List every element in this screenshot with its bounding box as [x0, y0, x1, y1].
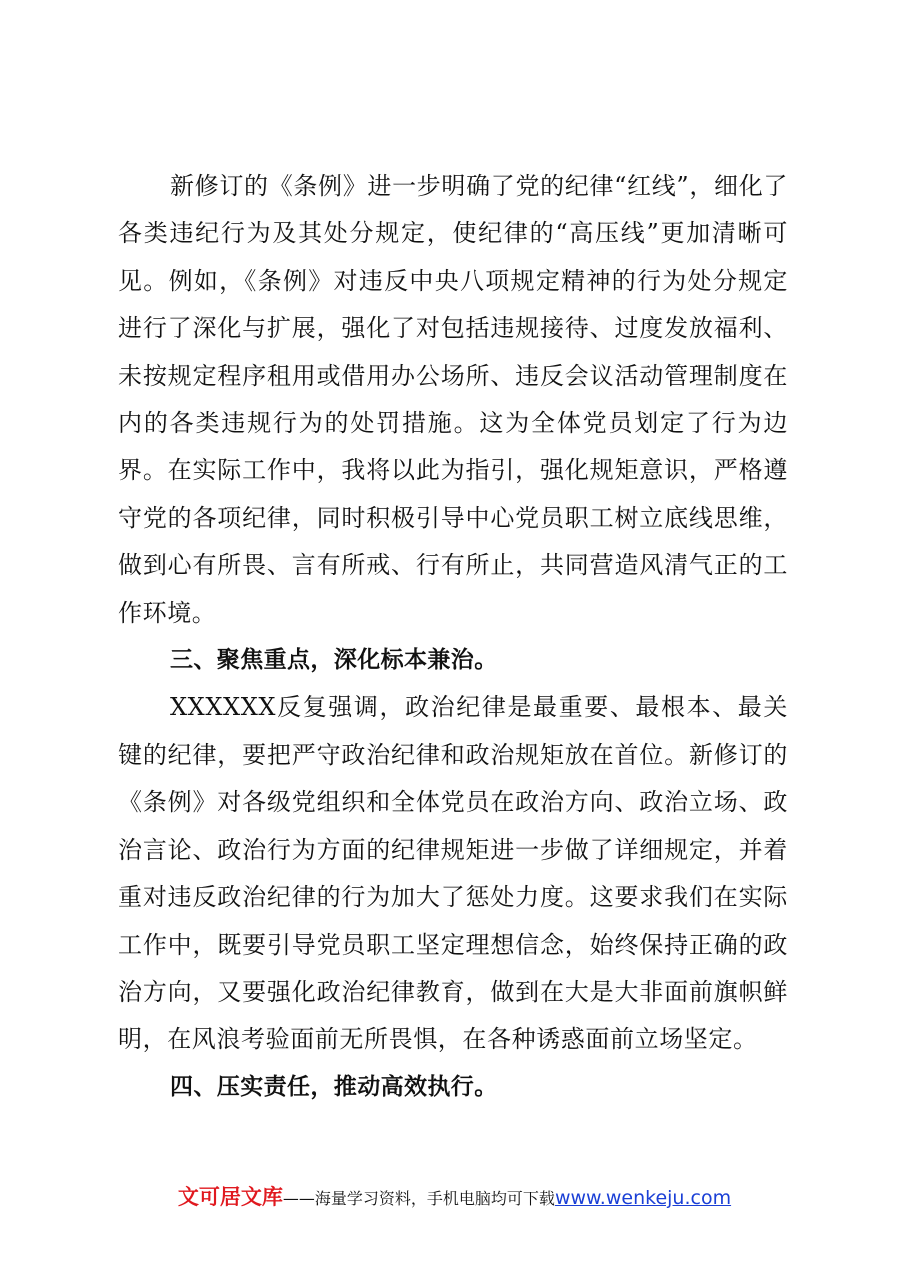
- footer-brand: 文可居文库: [177, 1185, 283, 1209]
- section-heading-3: 三、聚焦重点，深化标本兼治。: [170, 647, 498, 674]
- section-heading-4: 四、压实责任，推动高效执行。: [170, 1073, 498, 1100]
- document-body: [118, 163, 788, 1111]
- paragraph-text: XXXXXX反复强调，政治纪律是最重要、最根本、最关键的纪律，要把严守政治纪律和政治规矩放在首位。新修订的《条例》对各级党组织和全体党员在政治方向、政治立场、政治言论、政治行为方面的纪律规矩进一步做了详细规定，并着重对违反政治纪律的行为加大了惩处力度。这要求我们在实际工作中，既要引导党员职工坚定理想信念，始终保持正确的政治方向，又要强化政治纪律教育，做到在大是大非面前旗帜鲜明，在风浪考验面前无所畏惧，在各种诱惑面前立场坚定。: [118, 693, 788, 1054]
- footer-watermark: [0, 1181, 909, 1211]
- footer-tagline: ——海量学习资料，手机电脑均可下载: [282, 1189, 555, 1208]
- paragraph-text: 新修订的《条例》进一步明确了党的纪律“红线”，细化了各类违纪行为及其处分规定，使纪律的“高压线”更加清晰可见。例如，《条例》对违反中央八项规定精神的行为处分规定进行了深化与扩展，强化了对包括违规接待、过度发放福利、未按规定程序租用或借用办公场所、违反会议活动管理制度在内的各类违规行为的处罚措施。这为全体党员划定了行为边界。在实际工作中，我将以此为指引，强化规矩意识，严格遵守党的各项纪律，同时积极引导中心党员职工树立底线思维，做到心有所畏、言有所戒、行有所止，共同营造风清气正的工作环境。: [118, 172, 788, 627]
- footer-link[interactable]: www.wenkeju.com: [554, 1187, 732, 1209]
